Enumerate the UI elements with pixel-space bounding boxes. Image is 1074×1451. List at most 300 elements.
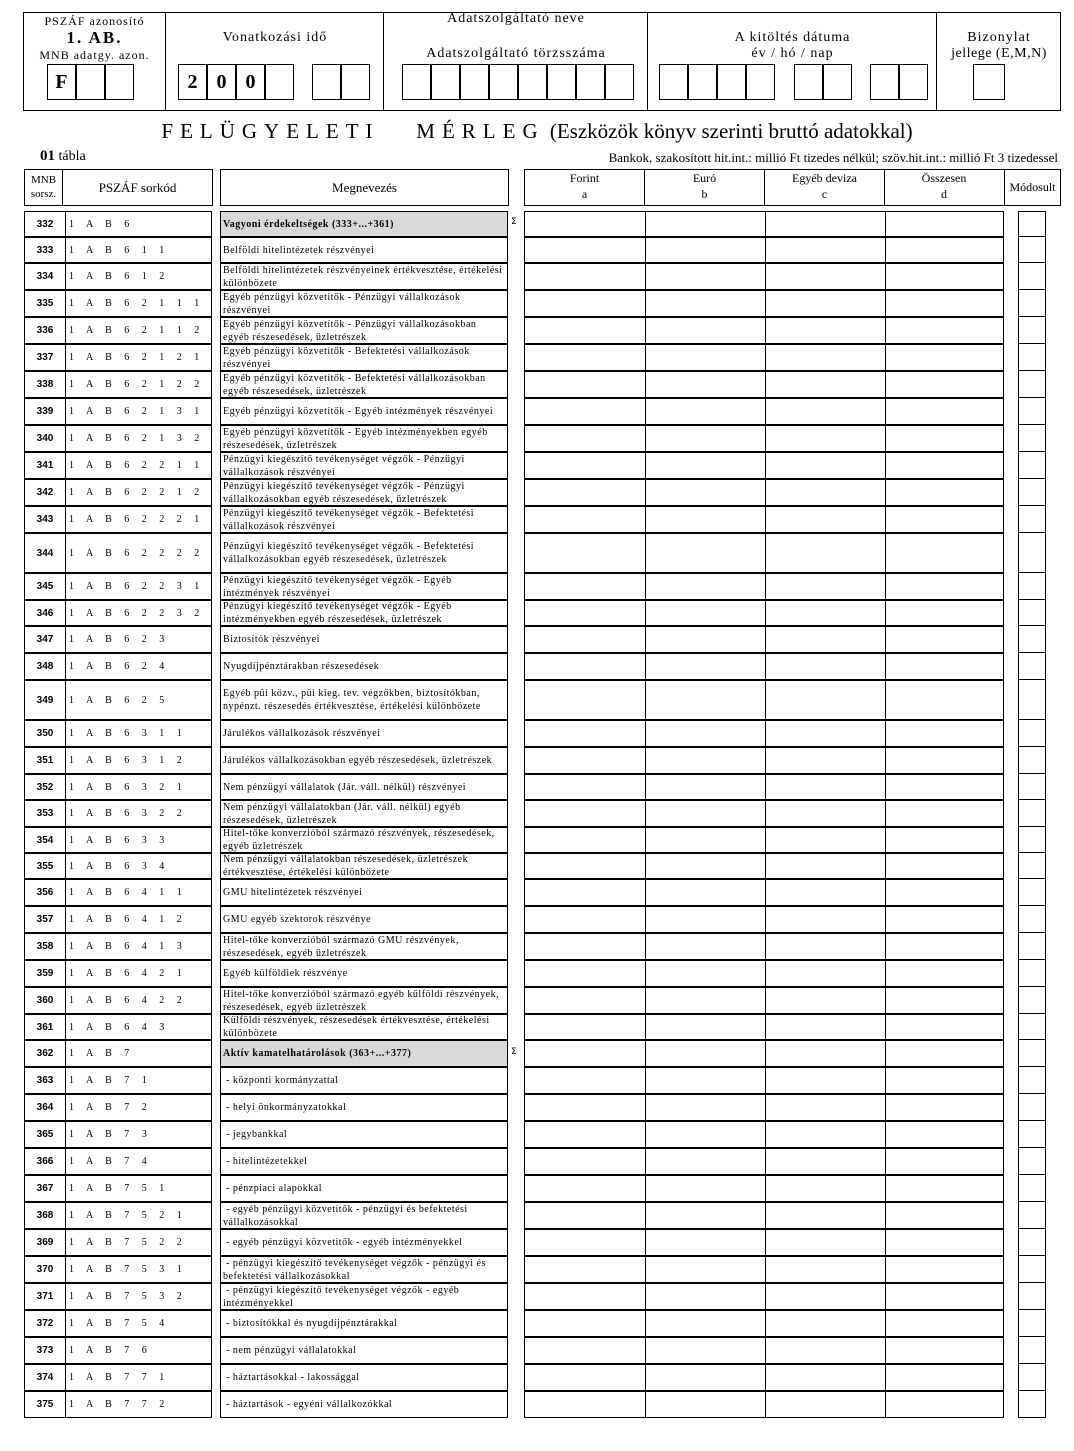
value-cell-forint[interactable] (525, 627, 646, 652)
doc-type-label-2: jellege (E,M,N) (951, 46, 1047, 61)
value-cell-euro[interactable] (645, 426, 766, 451)
value-cell-euro[interactable] (645, 264, 766, 289)
value-cell-egyeb[interactable] (765, 534, 886, 572)
col-header-osszesen-letter: d (941, 187, 947, 201)
value-cell-egyeb[interactable] (765, 1365, 886, 1390)
value-cell-osszesen[interactable] (885, 372, 1003, 397)
value-cell-euro[interactable] (645, 212, 766, 236)
value-cell-egyeb[interactable] (765, 1392, 886, 1417)
value-cell-osszesen[interactable] (885, 264, 1003, 289)
date-year-1[interactable] (659, 64, 688, 100)
row-data-cells (524, 1202, 1004, 1229)
pszaf-row-code: 1 A B 6 3 2 2 (69, 808, 187, 819)
value-cell-forint[interactable] (525, 1257, 646, 1282)
provider-reg-box-5[interactable] (518, 64, 547, 100)
value-cell-egyeb[interactable] (765, 601, 886, 625)
modosult-cell[interactable] (1018, 533, 1046, 573)
value-cell-egyeb[interactable] (765, 480, 886, 505)
value-cell-euro[interactable] (645, 988, 766, 1013)
modosult-cell[interactable] (1018, 933, 1046, 960)
value-cell-osszesen[interactable] (885, 1338, 1003, 1363)
value-cell-forint[interactable] (525, 372, 646, 397)
modosult-cell[interactable] (1018, 1148, 1046, 1175)
value-cell-egyeb[interactable] (765, 1068, 886, 1093)
value-cell-osszesen[interactable] (885, 1041, 1003, 1066)
value-cell-euro[interactable] (645, 854, 766, 878)
modosult-cell[interactable] (1018, 1067, 1046, 1094)
date-month-2[interactable] (823, 64, 852, 100)
value-cell-egyeb[interactable] (765, 1176, 886, 1201)
row-number-cell (24, 317, 212, 344)
value-cell-forint[interactable] (525, 748, 646, 773)
value-cell-euro[interactable] (645, 748, 766, 773)
modosult-cell[interactable] (1018, 774, 1046, 800)
modosult-cell[interactable] (1018, 1337, 1046, 1364)
modosult-cell[interactable] (1018, 1175, 1046, 1202)
period-digit-2[interactable] (207, 64, 236, 100)
value-cell-egyeb[interactable] (765, 654, 886, 679)
modosult-cell[interactable] (1018, 506, 1046, 533)
row-number-cell (24, 1040, 212, 1067)
value-cell-egyeb[interactable] (765, 372, 886, 397)
modosult-cell[interactable] (1018, 1040, 1046, 1067)
modosult-cell[interactable] (1018, 1121, 1046, 1148)
value-cell-osszesen[interactable] (885, 1284, 1003, 1309)
value-cell-euro[interactable] (645, 453, 766, 478)
value-cell-egyeb[interactable] (765, 775, 886, 799)
value-cell-osszesen[interactable] (885, 534, 1003, 572)
row-data-cells (524, 853, 1004, 879)
value-cell-forint[interactable] (525, 988, 646, 1013)
value-cell-osszesen[interactable] (885, 1311, 1003, 1336)
modosult-cell[interactable] (1018, 237, 1046, 263)
value-cell-osszesen[interactable] (885, 627, 1003, 652)
value-cell-egyeb[interactable] (765, 1284, 886, 1309)
value-cell-euro[interactable] (645, 1015, 766, 1039)
value-cell-osszesen[interactable] (885, 399, 1003, 424)
date-year-3[interactable] (717, 64, 746, 100)
value-cell-euro[interactable] (645, 1284, 766, 1309)
value-cell-forint[interactable] (525, 212, 646, 236)
value-cell-egyeb[interactable] (765, 1095, 886, 1120)
value-cell-forint[interactable] (525, 961, 646, 986)
row-description-text: GMU egyéb szektorok részvénye (223, 914, 372, 925)
row-data-cells (524, 263, 1004, 290)
value-cell-euro[interactable] (645, 907, 766, 932)
value-cell-euro[interactable] (645, 828, 766, 852)
provider-reg-box-3[interactable] (460, 64, 489, 100)
value-cell-egyeb[interactable] (765, 854, 886, 878)
date-year-4[interactable] (746, 64, 775, 100)
value-cell-egyeb[interactable] (765, 1338, 886, 1363)
modosult-cell[interactable] (1018, 1256, 1046, 1283)
value-cell-osszesen[interactable] (885, 854, 1003, 878)
value-cell-egyeb[interactable] (765, 1122, 886, 1147)
row-description-text: - háztartások - egyéni vállalkozókkal (223, 1399, 393, 1410)
modosult-cell[interactable] (1018, 1391, 1046, 1418)
value-cell-euro[interactable] (645, 1203, 766, 1228)
value-cell-egyeb[interactable] (765, 1203, 886, 1228)
modosult-cell[interactable] (1018, 987, 1046, 1014)
pszaf-row-code: 1 A B 7 5 2 2 (69, 1237, 187, 1248)
value-cell-forint[interactable] (525, 907, 646, 932)
pszaf-row-code: 1 A B 6 3 1 1 (69, 728, 187, 739)
provider-reg-box-4[interactable] (489, 64, 518, 100)
value-cell-egyeb[interactable] (765, 828, 886, 852)
value-cell-osszesen[interactable] (885, 828, 1003, 852)
row-data-cells (524, 317, 1004, 344)
provider-reg-box-1[interactable] (402, 64, 431, 100)
row-number-cell (24, 987, 212, 1014)
value-cell-osszesen[interactable] (885, 1068, 1003, 1093)
value-cell-egyeb[interactable] (765, 880, 886, 905)
value-cell-osszesen[interactable] (885, 1365, 1003, 1390)
value-cell-euro[interactable] (645, 1311, 766, 1336)
modosult-cell[interactable] (1018, 906, 1046, 933)
value-cell-forint[interactable] (525, 453, 646, 478)
modosult-cell[interactable] (1018, 317, 1046, 344)
value-cell-osszesen[interactable] (885, 212, 1003, 236)
value-cell-egyeb[interactable] (765, 453, 886, 478)
modosult-cell[interactable] (1018, 879, 1046, 906)
modosult-cell[interactable] (1018, 425, 1046, 452)
value-cell-forint[interactable] (525, 574, 646, 599)
value-cell-euro[interactable] (645, 721, 766, 746)
modosult-cell[interactable] (1018, 680, 1046, 720)
modosult-cell[interactable] (1018, 1310, 1046, 1337)
value-cell-euro[interactable] (645, 1176, 766, 1201)
modosult-cell[interactable] (1018, 573, 1046, 600)
period-digit-4[interactable] (265, 64, 294, 100)
doc-type-box[interactable] (973, 64, 1005, 100)
row-description-text: - pénzpiaci alapokkal (223, 1183, 323, 1194)
value-cell-egyeb[interactable] (765, 627, 886, 652)
value-cell-egyeb[interactable] (765, 426, 886, 451)
modosult-cell[interactable] (1018, 600, 1046, 626)
value-cell-forint[interactable] (525, 1095, 646, 1120)
mnb-label: MNB adatgy. azon. (39, 48, 150, 62)
row-data-cells (524, 774, 1004, 800)
modosult-cell[interactable] (1018, 371, 1046, 398)
value-cell-osszesen[interactable] (885, 880, 1003, 905)
value-cell-osszesen[interactable] (885, 988, 1003, 1013)
value-cell-euro[interactable] (645, 880, 766, 905)
row-description-text: Egyéb külföldiek részvénye (223, 968, 348, 979)
value-cell-forint[interactable] (525, 1176, 646, 1201)
value-cell-egyeb[interactable] (765, 681, 886, 719)
value-cell-forint[interactable] (525, 1392, 646, 1417)
col-header-forint-text: Forint (569, 171, 600, 185)
value-cell-euro[interactable] (645, 627, 766, 652)
provider-reg-box-2[interactable] (431, 64, 460, 100)
row-description-text: Vagyoni érdekeltségek (333+...+361) (223, 218, 395, 230)
value-cell-osszesen[interactable] (885, 681, 1003, 719)
modosult-cell[interactable] (1018, 1229, 1046, 1256)
value-cell-forint[interactable] (525, 1284, 646, 1309)
modosult-cell[interactable] (1018, 1014, 1046, 1040)
value-cell-egyeb[interactable] (765, 748, 886, 773)
value-cell-forint[interactable] (525, 1041, 646, 1066)
value-cell-euro[interactable] (645, 345, 766, 370)
value-cell-osszesen[interactable] (885, 907, 1003, 932)
value-cell-osszesen[interactable] (885, 775, 1003, 799)
value-cell-forint[interactable] (525, 345, 646, 370)
modosult-cell[interactable] (1018, 290, 1046, 317)
modosult-cell[interactable] (1018, 626, 1046, 653)
value-cell-euro[interactable] (645, 291, 766, 316)
value-cell-euro[interactable] (645, 238, 766, 262)
value-cell-forint[interactable] (525, 828, 646, 852)
value-cell-forint[interactable] (525, 264, 646, 289)
value-cell-egyeb[interactable] (765, 264, 886, 289)
row-number-cell (24, 1364, 212, 1391)
modosult-cell[interactable] (1018, 398, 1046, 425)
row-number-cell (24, 747, 212, 774)
value-cell-egyeb[interactable] (765, 507, 886, 532)
value-cell-egyeb[interactable] (765, 574, 886, 599)
modosult-cell[interactable] (1018, 747, 1046, 774)
value-cell-euro[interactable] (645, 507, 766, 532)
value-cell-euro[interactable] (645, 961, 766, 986)
value-cell-osszesen[interactable] (885, 453, 1003, 478)
value-cell-forint[interactable] (525, 1230, 646, 1255)
mnb-box-2[interactable] (76, 64, 105, 100)
value-cell-euro[interactable] (645, 601, 766, 625)
mnb-row-number: 357 (25, 907, 66, 932)
value-cell-forint[interactable] (525, 801, 646, 826)
provider-reg-box-8[interactable] (605, 64, 634, 100)
value-cell-euro[interactable] (645, 681, 766, 719)
date-day-2[interactable] (899, 64, 928, 100)
period-month-1[interactable] (312, 64, 341, 100)
period-digit-1[interactable] (178, 64, 207, 100)
value-cell-osszesen[interactable] (885, 1122, 1003, 1147)
col-header-egyeb-letter: c (821, 187, 828, 201)
value-cell-forint[interactable] (525, 775, 646, 799)
row-data-cells (524, 1310, 1004, 1337)
row-description (220, 1067, 508, 1094)
value-cell-forint[interactable] (525, 1203, 646, 1228)
value-cell-euro[interactable] (645, 318, 766, 343)
value-cell-euro[interactable] (645, 574, 766, 599)
value-cell-egyeb[interactable] (765, 1149, 886, 1174)
value-cell-egyeb[interactable] (765, 318, 886, 343)
value-cell-forint[interactable] (525, 681, 646, 719)
value-cell-forint[interactable] (525, 854, 646, 878)
value-cell-egyeb[interactable] (765, 988, 886, 1013)
value-cell-osszesen[interactable] (885, 1392, 1003, 1417)
value-cell-egyeb[interactable] (765, 345, 886, 370)
value-cell-euro[interactable] (645, 1149, 766, 1174)
row-description (220, 1094, 508, 1121)
date-year-2[interactable] (688, 64, 717, 100)
row-description (220, 573, 508, 600)
row-description (220, 1175, 508, 1202)
modosult-cell[interactable] (1018, 1202, 1046, 1229)
mnb-row-number: 358 (25, 934, 66, 959)
value-cell-forint[interactable] (525, 399, 646, 424)
row-description-text: Nyugdíjpénztárakban részesedések (223, 661, 380, 672)
row-description (220, 263, 508, 290)
mnb-value-box[interactable] (47, 64, 76, 100)
col-header-data (524, 169, 1005, 206)
value-cell-osszesen[interactable] (885, 1203, 1003, 1228)
mnb-row-number: 364 (25, 1095, 66, 1120)
value-cell-egyeb[interactable] (765, 212, 886, 236)
provider-reg-box-7[interactable] (576, 64, 605, 100)
value-cell-osszesen[interactable] (885, 961, 1003, 986)
row-description (220, 317, 508, 344)
value-cell-egyeb[interactable] (765, 399, 886, 424)
value-cell-osszesen[interactable] (885, 345, 1003, 370)
date-month-1[interactable] (794, 64, 823, 100)
value-cell-euro[interactable] (645, 399, 766, 424)
modosult-cell[interactable] (1018, 1283, 1046, 1310)
value-cell-egyeb[interactable] (765, 907, 886, 932)
value-cell-osszesen[interactable] (885, 291, 1003, 316)
value-cell-euro[interactable] (645, 1095, 766, 1120)
date-day-1[interactable] (870, 64, 899, 100)
pszaf-row-code: 1 A B 6 3 2 1 (69, 781, 187, 793)
modosult-cell[interactable] (1018, 827, 1046, 853)
row-description (220, 398, 508, 425)
value-cell-forint[interactable] (525, 880, 646, 905)
value-cell-egyeb[interactable] (765, 1041, 886, 1066)
row-data-cells (524, 1229, 1004, 1256)
row-number-cell (24, 573, 212, 600)
value-cell-forint[interactable] (525, 291, 646, 316)
value-cell-egyeb[interactable] (765, 1311, 886, 1336)
value-cell-forint[interactable] (525, 1122, 646, 1147)
value-cell-osszesen[interactable] (885, 480, 1003, 505)
row-description-text: Járulékos vállalkozások részvényei (223, 728, 381, 739)
value-cell-forint[interactable] (525, 534, 646, 572)
modosult-cell[interactable] (1018, 344, 1046, 371)
value-cell-euro[interactable] (645, 1257, 766, 1282)
value-cell-euro[interactable] (645, 372, 766, 397)
value-cell-osszesen[interactable] (885, 574, 1003, 599)
mnb-row-number: 347 (25, 627, 66, 652)
modosult-cell[interactable] (1018, 800, 1046, 827)
value-cell-forint[interactable] (525, 1068, 646, 1093)
value-cell-euro[interactable] (645, 1122, 766, 1147)
period-month-2[interactable] (341, 64, 370, 100)
value-cell-osszesen[interactable] (885, 1149, 1003, 1174)
value-cell-osszesen[interactable] (885, 654, 1003, 679)
modosult-cell[interactable] (1018, 720, 1046, 747)
modosult-cell[interactable] (1018, 653, 1046, 680)
modosult-cell[interactable] (1018, 853, 1046, 879)
value-cell-euro[interactable] (645, 1041, 766, 1066)
value-cell-egyeb[interactable] (765, 721, 886, 746)
value-cell-euro[interactable] (645, 775, 766, 799)
row-description-text: Belföldi hitelintézetek részvényei (223, 244, 375, 256)
mnb-box-3[interactable] (105, 64, 134, 100)
value-cell-egyeb[interactable] (765, 238, 886, 262)
value-cell-forint[interactable] (525, 426, 646, 451)
value-cell-egyeb[interactable] (765, 801, 886, 826)
row-description-text: - hitelintézetekkel (223, 1156, 308, 1167)
value-cell-osszesen[interactable] (885, 426, 1003, 451)
value-cell-forint[interactable] (525, 318, 646, 343)
value-cell-osszesen[interactable] (885, 934, 1003, 959)
value-cell-euro[interactable] (645, 1230, 766, 1255)
period-digit-3[interactable] (236, 64, 265, 100)
value-cell-forint[interactable] (525, 1365, 646, 1390)
value-cell-euro[interactable] (645, 534, 766, 572)
value-cell-egyeb[interactable] (765, 934, 886, 959)
value-cell-forint[interactable] (525, 1311, 646, 1336)
value-cell-forint[interactable] (525, 601, 646, 625)
modosult-cell[interactable] (1018, 211, 1046, 237)
value-cell-egyeb[interactable] (765, 1257, 886, 1282)
value-cell-osszesen[interactable] (885, 1015, 1003, 1039)
modosult-cell[interactable] (1018, 263, 1046, 290)
value-cell-forint[interactable] (525, 238, 646, 262)
row-description-text: Egyéb pénzügyi közvetítők - Egyéb intézményekben egyéb részesedések, üzletrészek (223, 426, 491, 451)
value-cell-osszesen[interactable] (885, 1257, 1003, 1282)
row-description (220, 720, 508, 747)
value-cell-forint[interactable] (525, 1338, 646, 1363)
value-cell-euro[interactable] (645, 654, 766, 679)
value-cell-euro[interactable] (645, 1365, 766, 1390)
value-cell-egyeb[interactable] (765, 961, 886, 986)
value-cell-euro[interactable] (645, 801, 766, 826)
value-cell-euro[interactable] (645, 480, 766, 505)
value-cell-forint[interactable] (525, 721, 646, 746)
value-cell-osszesen[interactable] (885, 601, 1003, 625)
value-cell-osszesen[interactable] (885, 1230, 1003, 1255)
value-cell-forint[interactable] (525, 934, 646, 959)
value-cell-osszesen[interactable] (885, 507, 1003, 532)
value-cell-osszesen[interactable] (885, 748, 1003, 773)
value-cell-euro[interactable] (645, 1392, 766, 1417)
modosult-cell[interactable] (1018, 1094, 1046, 1121)
modosult-cell[interactable] (1018, 1364, 1046, 1391)
row-data-cells (524, 987, 1004, 1014)
row-description (220, 452, 508, 479)
modosult-cell[interactable] (1018, 452, 1046, 479)
value-cell-forint[interactable] (525, 480, 646, 505)
modosult-cell[interactable] (1018, 479, 1046, 506)
row-description-text: Pénzügyi kiegészítő tevékenységet végzők - Befektetési vállalkozásokban egyéb részesedések, üzletrészek (223, 541, 478, 565)
row-number-cell (24, 1202, 212, 1229)
value-cell-forint[interactable] (525, 507, 646, 532)
row-description (220, 1014, 508, 1040)
value-cell-osszesen[interactable] (885, 1095, 1003, 1120)
value-cell-osszesen[interactable] (885, 721, 1003, 746)
period-label: Vonatkozási idő (222, 30, 328, 45)
value-cell-euro[interactable] (645, 1068, 766, 1093)
value-cell-osszesen[interactable] (885, 318, 1003, 343)
value-cell-forint[interactable] (525, 654, 646, 679)
value-cell-forint[interactable] (525, 1149, 646, 1174)
value-cell-forint[interactable] (525, 1015, 646, 1039)
value-cell-osszesen[interactable] (885, 238, 1003, 262)
value-cell-osszesen[interactable] (885, 1176, 1003, 1201)
modosult-cell[interactable] (1018, 960, 1046, 987)
value-cell-osszesen[interactable] (885, 801, 1003, 826)
value-cell-egyeb[interactable] (765, 1015, 886, 1039)
value-cell-egyeb[interactable] (765, 291, 886, 316)
provider-reg-box-6[interactable] (547, 64, 576, 100)
value-cell-euro[interactable] (645, 1338, 766, 1363)
value-cell-egyeb[interactable] (765, 1230, 886, 1255)
row-number-cell (24, 533, 212, 573)
mnb-row-number: 344 (25, 534, 66, 572)
pszaf-row-code: 1 A B 6 4 3 (69, 1021, 170, 1033)
value-cell-euro[interactable] (645, 934, 766, 959)
